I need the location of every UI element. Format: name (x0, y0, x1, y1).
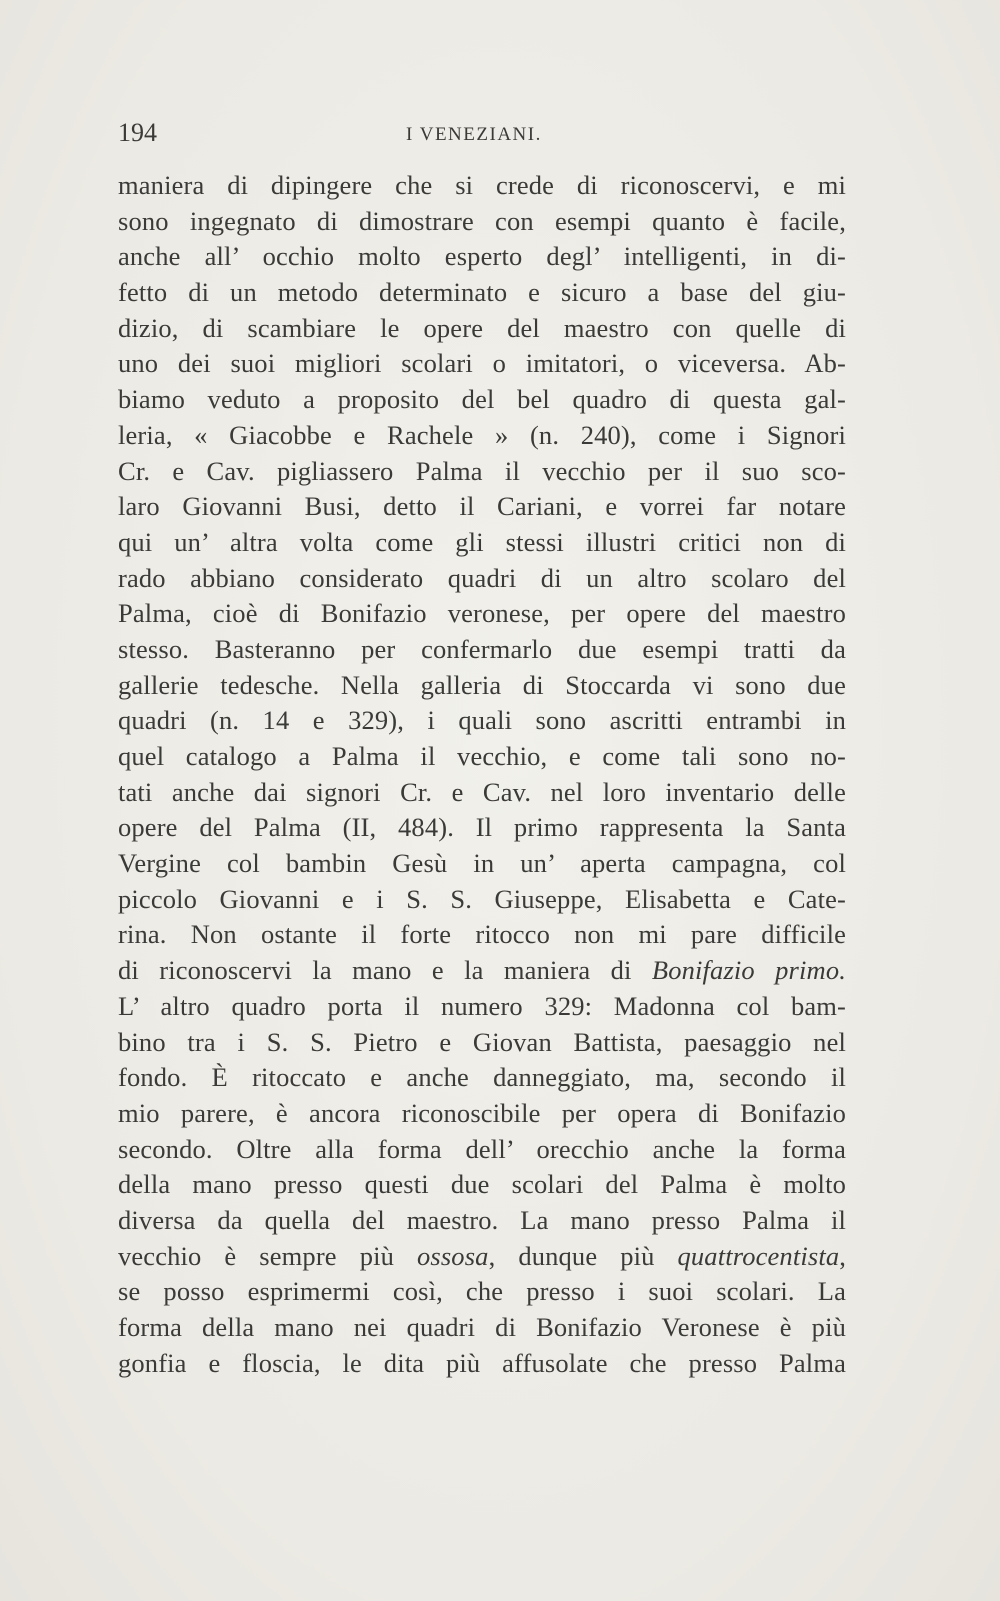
running-head: I VENEZIANI. (406, 124, 542, 145)
text-line: dizio, di scambiare le opere del maestro con quelle di (118, 312, 846, 343)
text-line: leria, « Giacobbe e Rachele » (n. 240), come i Signori (118, 419, 846, 450)
text-line: qui un’ altra volta come gli stessi illustri critici non di (118, 526, 846, 557)
italic-text: ossosa (416, 1240, 489, 1271)
text-line: vecchio è sempre più ossosa, dunque più quattrocentista, (118, 1240, 847, 1271)
text-line: stesso. Basteranno per confermarlo due esempi tratti da (118, 633, 846, 664)
text-line: rado abbiano considerato quadri di un altro scolaro del (118, 562, 846, 593)
text-line: quadri (n. 14 e 329), i quali sono ascritti entrambi in (118, 705, 846, 736)
text-line: biamo veduto a proposito del bel quadro di questa gal- (118, 384, 846, 415)
text-line: piccolo Giovanni e i S. S. Giuseppe, Elisabetta e Cate- (118, 883, 846, 914)
text-line: forma della mano nei quadri di Bonifazio Veronese è più (118, 1312, 846, 1342)
text-line: mio parere, è ancora riconoscibile per opera di Bonifazio (118, 1097, 846, 1128)
text-line: laro Giovanni Busi, detto il Cariani, e vorrei far notare (118, 491, 846, 522)
body-text (118, 168, 846, 1381)
page-number: 194 (118, 118, 157, 147)
text-line: tati anche dai signori Cr. e Cav. nel loro inventario delle (118, 776, 846, 807)
text-line: Vergine col bambin Gesù in un’ aperta campagna, col (118, 848, 846, 879)
text-line: anche all’ occhio molto esperto degl’ intelligenti, in di- (118, 241, 846, 272)
text-line: se posso esprimermi così, che presso i suoi scolari. La (118, 1276, 846, 1307)
text-line: L’ altro quadro porta il numero 329: Madonna col bam- (118, 990, 846, 1021)
italic-text: Bonifazio primo. (651, 955, 846, 986)
italic-text: quattrocentista (677, 1240, 840, 1271)
text-line: fondo. È ritoccato e anche danneggiato, ma, secondo il (118, 1062, 846, 1093)
text-line: diversa da quella del maestro. La mano presso Palma il (118, 1204, 846, 1235)
text-line: bino tra i S. S. Pietro e Giovan Battista, paesaggio nel (118, 1026, 846, 1057)
text-line: Palma, cioè di Bonifazio veronese, per opere del maestro (118, 598, 846, 629)
text-line: uno dei suoi migliori scolari o imitatori, o viceversa. Ab- (118, 348, 846, 379)
text-line: rina. Non ostante il forte ritocco non mi pare difficile (118, 919, 846, 950)
text-line: secondo. Oltre alla forma dell’ orecchio anche la forma (118, 1133, 846, 1164)
text-line: Cr. e Cav. pigliassero Palma il vecchio per il suo sco- (118, 455, 846, 486)
text-line: di riconoscervi la mano e la maniera di Bonifazio primo. (118, 955, 846, 986)
text-line: opere del Palma (II, 484). Il primo rappresenta la Santa (118, 812, 846, 843)
text-line: maniera di dipingere che si crede di riconoscervi, e mi (118, 170, 846, 200)
text-line: quel catalogo a Palma il vecchio, e come tali sono no- (118, 741, 846, 771)
page-header (118, 118, 856, 148)
text-line: sono ingegnato di dimostrare con esempi quanto è facile, (118, 205, 846, 236)
text-line: gonfia e floscia, le dita più affusolate che presso Palma (118, 1347, 846, 1378)
text-line: della mano presso questi due scolari del Palma è molto (118, 1169, 846, 1200)
text-line: fetto di un metodo determinato e sicuro a base del giu- (118, 277, 846, 308)
text-line: gallerie tedesche. Nella galleria di Stoccarda vi sono due (118, 669, 846, 700)
